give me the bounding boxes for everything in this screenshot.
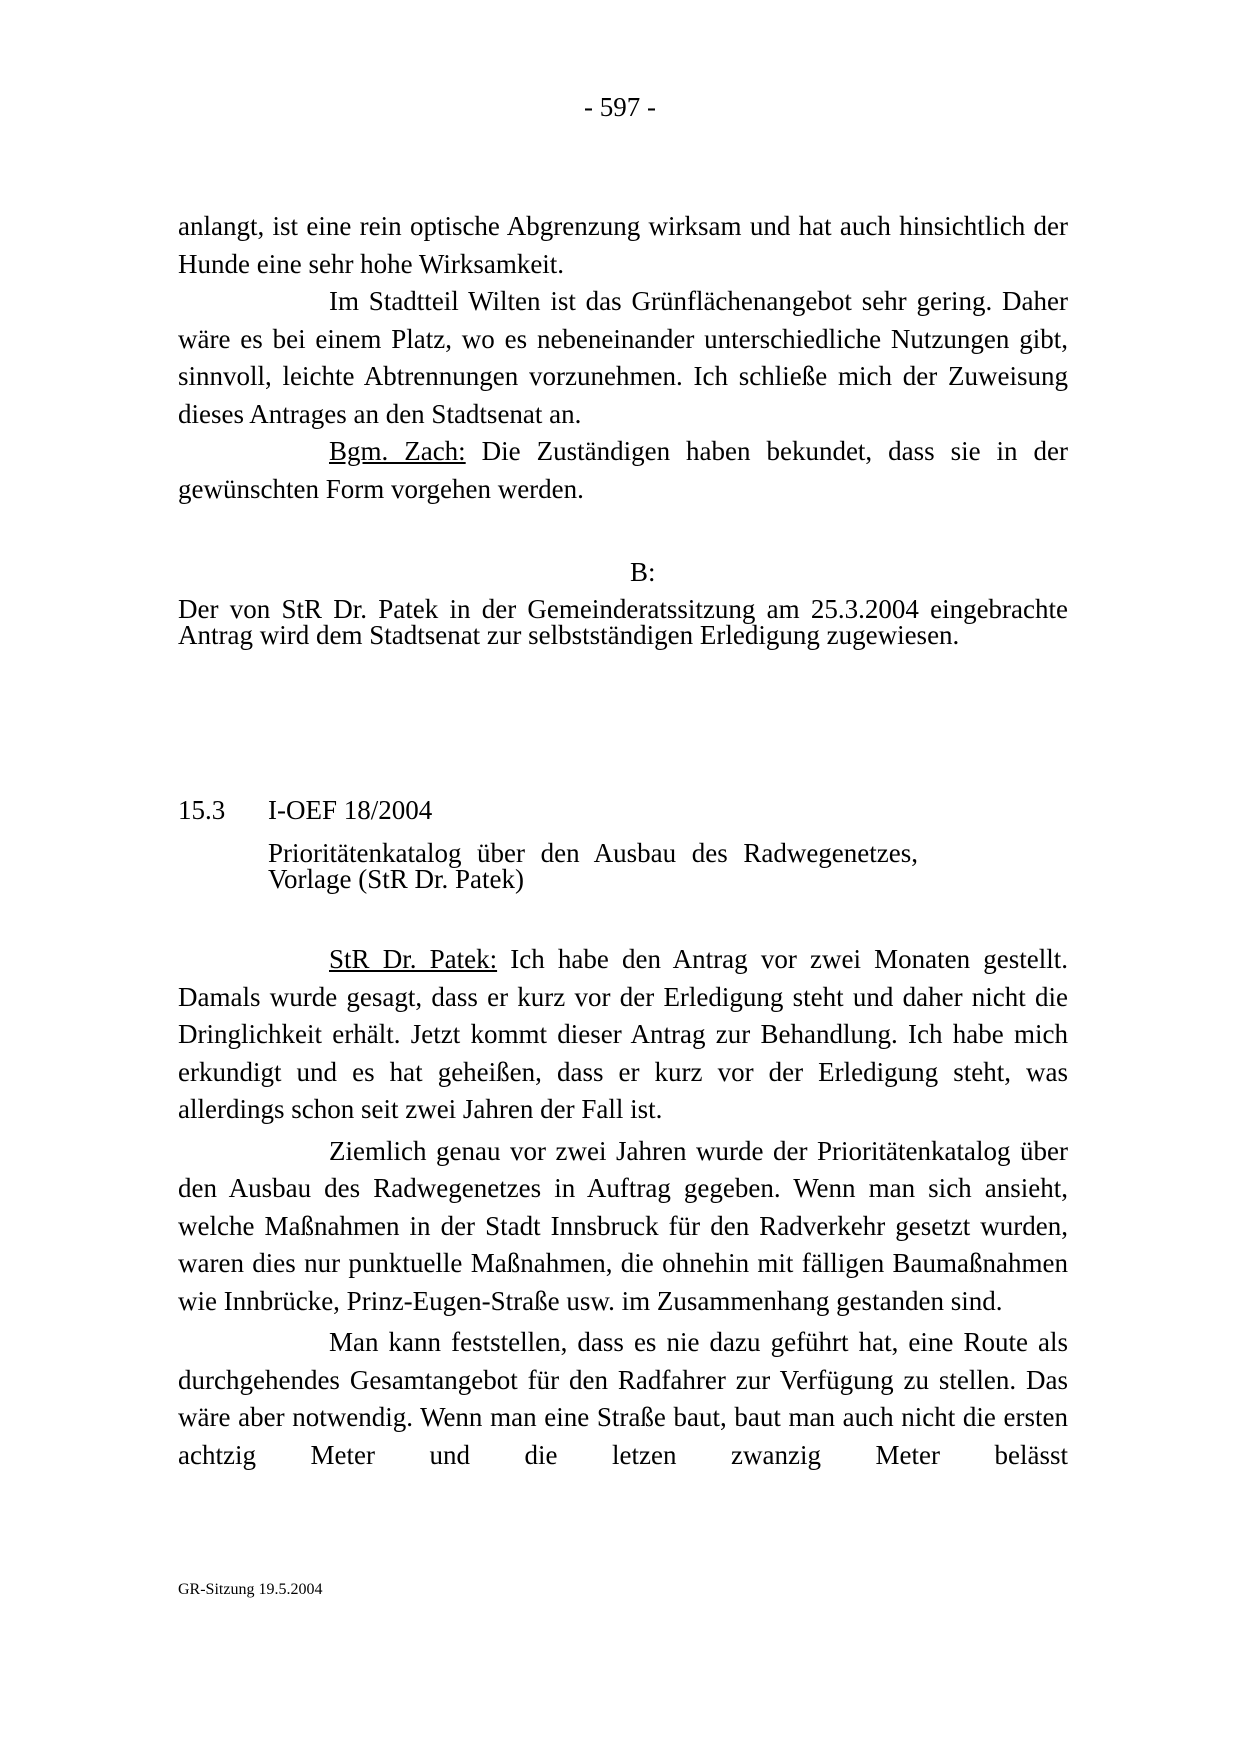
bottom-text-block xyxy=(178,941,1068,1474)
footer: GR-Sitzung 19.5.2004 xyxy=(178,1581,323,1598)
speaker-text: Die Zuständigen haben bekundet, dass sie in der gewünschten Form vorgehen werden. xyxy=(178,436,1068,504)
item-subject: Prioritätenkatalog über den Ausbau des Radwegenetzes, Vorlage (StR Dr. Patek) xyxy=(268,838,918,894)
speaker-paragraph xyxy=(178,941,1068,1129)
speaker-paragraph xyxy=(178,433,1068,508)
paragraph: anlangt, ist eine rein optische Abgrenzung wirksam und hat auch hinsichtlich der Hunde eine sehr hohe Wirksamkeit. xyxy=(178,211,1068,279)
item-number: 15.3 xyxy=(178,795,226,825)
paragraph: Man kann feststellen, dass es nie dazu geführt hat, eine Route als durchgehendes Gesamtangebot für den Radfahrer zur Verfügung zu stellen. Das wäre aber notwendig. Wenn man eine Straße baut, baut man auch nicht die ersten achtzig Meter und die letzen zwanzig Meter belässt xyxy=(178,1327,1068,1470)
decision-text: Der von StR Dr. Patek in der Gemeinderatssitzung am 25.3.2004 eingebrachte Antrag wird dem Stadtsenat zur selbstständigen Erledigung zugewiesen. xyxy=(178,594,1068,650)
section-label: B: xyxy=(630,557,656,587)
paragraph: Im Stadtteil Wilten ist das Grünflächenangebot sehr gering. Daher wäre es bei einem Platz, wo es nebeneinander unterschiedliche Nutzungen gibt, sinnvoll, leichte Abtrennungen vorzunehmen. Ich schließe mich der Zuweisung dieses Antrages an den Stadtsenat an. xyxy=(178,286,1068,429)
speaker-name: StR Dr. Patek: xyxy=(329,944,498,974)
item-reference: I-OEF 18/2004 xyxy=(268,795,433,825)
page-number: - 597 - xyxy=(584,92,656,122)
top-text-block xyxy=(178,208,1068,508)
speaker-name: Bgm. Zach: xyxy=(329,436,466,466)
speaker-text: Ich habe den Antrag vor zwei Monaten gestellt. Damals wurde gesagt, dass er kurz vor der Erledigung steht und daher nicht die Dringlichkeit erhält. Jetzt kommt dieser Antrag zur Behandlung. Ich habe mich erkundigt und es hat geheißen, dass er kurz vor der Erledigung steht, was allerdings schon seit zwei Jahren der Fall ist. xyxy=(178,944,1068,1124)
paragraph: Ziemlich genau vor zwei Jahren wurde der Prioritätenkatalog über den Ausbau des Radwegenetzes in Auftrag gegeben. Wenn man sich ansieht, welche Maßnahmen in der Stadt Innsbruck für den Radverkehr gesetzt wurden, waren dies nur punktuelle Maßnahmen, die ohnehin mit fälligen Baumaßnahmen wie Innbrücke, Prinz-Eugen-Straße usw. im Zusammenhang gestanden sind. xyxy=(178,1135,1068,1316)
